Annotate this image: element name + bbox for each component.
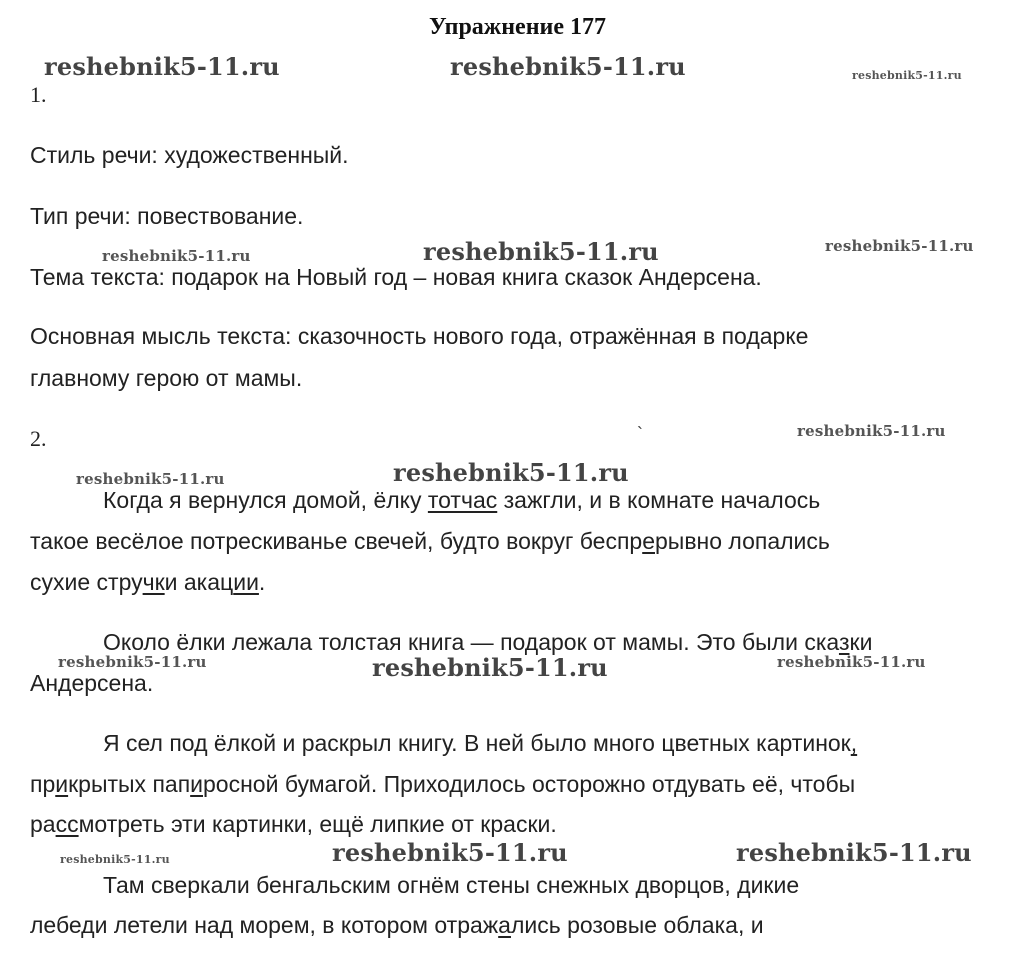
paragraph-line: прикрытых папиросной бумагой. Приходилось осторожно отдувать её, чтобы <box>30 771 856 797</box>
speech-type: Тип речи: повествование. <box>30 203 304 229</box>
watermark: reshebnik5-11.ru <box>60 853 170 866</box>
watermark: reshebnik5-11.ru <box>797 422 946 440</box>
underlined-spelling: и <box>55 771 69 797</box>
watermark: reshebnik5-11.ru <box>372 653 608 682</box>
paragraph-line: лебеди летели над морем, в котором отражались розовые облака, и <box>30 912 764 938</box>
watermark: reshebnik5-11.ru <box>332 838 568 867</box>
underlined-spelling: е <box>642 528 655 554</box>
paragraph-line: Там сверкали бенгальским огнём стены снежных дворцов, дикие <box>103 872 800 898</box>
paragraph-line: Около ёлки лежала толстая книга — подарок от мамы. Это были сказки <box>103 629 873 655</box>
underlined-spelling: , <box>850 730 858 756</box>
main-idea-line: Основная мысль текста: сказочность нового года, отражённая в подарке <box>30 323 809 349</box>
paragraph-line: Когда я вернулся домой, ёлку тотчас зажгли, и в комнате началось <box>103 487 821 513</box>
watermark: reshebnik5-11.ru <box>825 237 974 255</box>
underlined-spelling: ии <box>233 569 259 595</box>
main-idea-line: главному герою от мамы. <box>30 365 303 391</box>
watermark: reshebnik5-11.ru <box>76 470 225 488</box>
text-theme: Тема текста: подарок на Новый год – новая книга сказок Андерсена. <box>30 264 762 290</box>
paragraph-line: Я сел под ёлкой и раскрыл книгу. В ней было много цветных картинок, <box>103 730 858 756</box>
watermark: reshebnik5-11.ru <box>423 237 659 266</box>
watermark: reshebnik5-11.ru <box>450 52 686 81</box>
watermark: reshebnik5-11.ru <box>102 247 251 265</box>
watermark: reshebnik5-11.ru <box>852 69 962 82</box>
underlined-spelling: з <box>838 629 850 655</box>
paragraph-line: Андерсена. <box>30 670 154 696</box>
speech-style: Стиль речи: художественный. <box>30 142 349 168</box>
watermark: reshebnik5-11.ru <box>736 838 972 867</box>
section-number: 1. <box>30 82 47 107</box>
paragraph-line: такое весёлое потрескиванье свечей, будто вокруг беспрерывно лопались <box>30 528 830 554</box>
tick-mark: ` <box>637 424 643 444</box>
paragraph-line: рассмотреть эти картинки, ещё липкие от краски. <box>30 811 557 837</box>
underlined-spelling: чк <box>142 569 165 595</box>
exercise-title: Упражнение 177 <box>428 14 606 40</box>
underlined-spelling: и <box>190 771 204 797</box>
paragraph-line: сухие стручки акации. <box>30 569 266 595</box>
underlined-spelling: а <box>498 912 511 938</box>
underlined-spelling: тотчас <box>427 487 498 513</box>
watermark: reshebnik5-11.ru <box>44 52 280 81</box>
watermark: reshebnik5-11.ru <box>777 653 926 671</box>
watermark: reshebnik5-11.ru <box>393 458 629 487</box>
watermark: reshebnik5-11.ru <box>58 653 207 671</box>
section-number: 2. <box>30 426 47 451</box>
underlined-spelling: сс <box>55 811 79 837</box>
